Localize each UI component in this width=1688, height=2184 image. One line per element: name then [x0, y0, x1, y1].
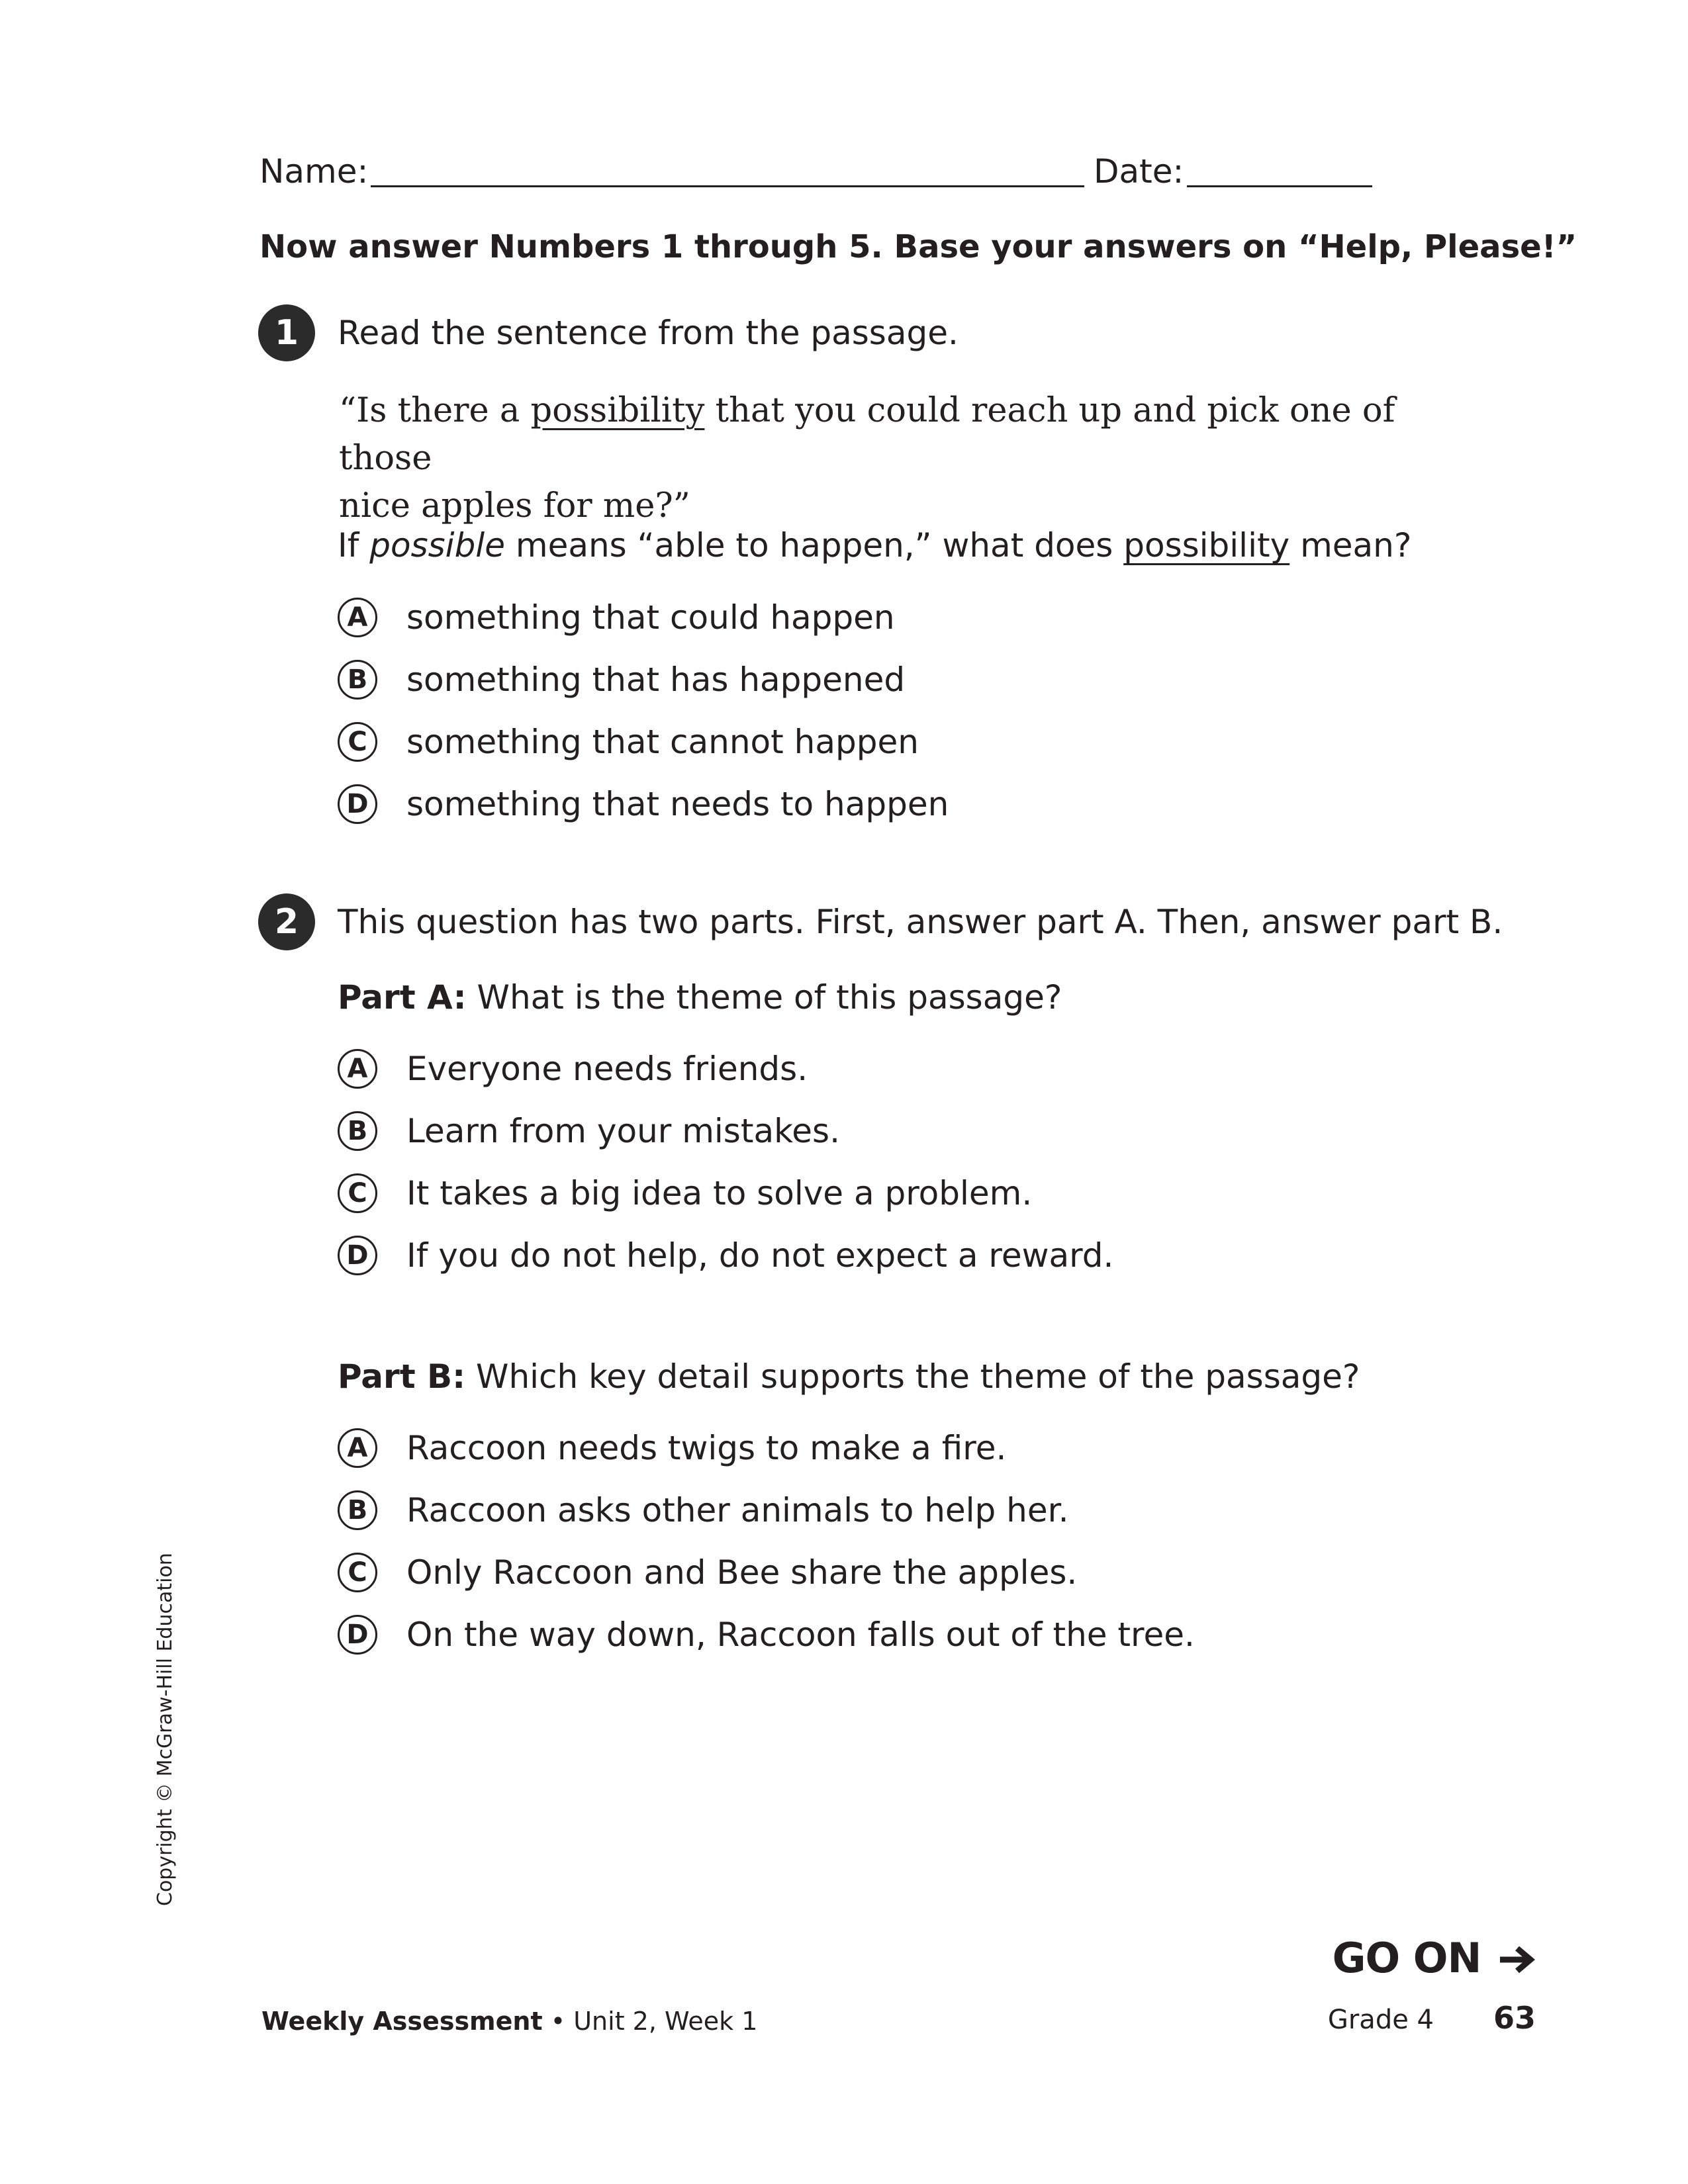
option-text: something that could happen	[406, 598, 895, 637]
answer-bubble[interactable]: B	[338, 660, 377, 700]
option-text: Everyone needs friends.	[406, 1050, 808, 1088]
q1-question-underlined: possibility	[1123, 526, 1290, 565]
q2-part-a-question	[338, 978, 1062, 1017]
q1-quote	[339, 387, 1411, 530]
answer-bubble[interactable]: A	[338, 1049, 377, 1089]
q1-option-d[interactable]	[338, 778, 949, 831]
q1-question-italic: possible	[369, 526, 505, 565]
q2-part-b-question	[338, 1357, 1360, 1396]
q1-option-b[interactable]	[338, 653, 905, 706]
answer-bubble[interactable]: D	[338, 1615, 377, 1655]
q2-prompt: This question has two parts. First, answer part A. Then, answer part B.	[338, 903, 1503, 941]
part-a-label: Part A:	[338, 978, 467, 1017]
option-text: Raccoon asks other animals to help her.	[406, 1491, 1069, 1529]
q1-question-part3: mean?	[1289, 526, 1412, 565]
answer-bubble[interactable]: C	[338, 1553, 377, 1592]
answer-bubble[interactable]: A	[338, 1428, 377, 1468]
footer-separator: •	[542, 2007, 574, 2036]
answer-bubble[interactable]: D	[338, 784, 377, 824]
option-text: Learn from your mistakes.	[406, 1112, 840, 1150]
option-text: Only Raccoon and Bee share the apples.	[406, 1553, 1078, 1592]
answer-bubble[interactable]: B	[338, 1111, 377, 1151]
quote-text-line2: nice apples for me?”	[339, 486, 690, 525]
page-number: 63	[1493, 2000, 1536, 2036]
q2b-option-b[interactable]	[338, 1484, 1069, 1537]
answer-bubble[interactable]: B	[338, 1490, 377, 1530]
date-label: Date:	[1094, 152, 1184, 191]
name-label: Name:	[259, 152, 369, 191]
answer-bubble[interactable]: A	[338, 598, 377, 637]
answer-bubble[interactable]: C	[338, 722, 377, 762]
footer-page-info	[1328, 2000, 1536, 2036]
option-text: Raccoon needs twigs to make a fire.	[406, 1429, 1007, 1467]
option-text: something that needs to happen	[406, 785, 949, 823]
footer-assessment	[261, 2007, 757, 2036]
q1-question-part1: If	[338, 526, 370, 565]
q1-option-a[interactable]	[338, 591, 895, 644]
name-field[interactable]	[371, 185, 1084, 187]
q1-prompt: Read the sentence from the passage.	[338, 314, 959, 352]
question-number-2: 2	[258, 893, 315, 950]
footer-grade: Grade 4	[1327, 2005, 1434, 2035]
q2b-option-a[interactable]	[338, 1422, 1006, 1475]
q2b-option-d[interactable]	[338, 1608, 1195, 1661]
answer-bubble[interactable]: D	[338, 1236, 377, 1275]
quote-text-rest: that you could reach up and pick one of those	[339, 391, 1395, 478]
q1-option-c[interactable]	[338, 715, 919, 768]
option-text: something that has happened	[406, 660, 906, 699]
part-b-text: Which key detail supports the theme of the passage?	[465, 1357, 1360, 1396]
instruction: Now answer Numbers 1 through 5. Base your answers on “Help, Please!”	[259, 228, 1577, 265]
part-a-text: What is the theme of this passage?	[466, 978, 1062, 1017]
date-field[interactable]	[1187, 185, 1372, 187]
q2a-option-c[interactable]	[338, 1167, 1032, 1220]
question-number-1: 1	[258, 304, 315, 361]
footer-unit-week: Unit 2, Week 1	[573, 2007, 758, 2036]
q1-question	[338, 526, 1411, 565]
option-text: It takes a big idea to solve a problem.	[406, 1174, 1033, 1212]
q1-question-part2: means “able to happen,” what does	[504, 526, 1124, 565]
go-on-label: GO ON	[1332, 1934, 1481, 1982]
q2a-option-a[interactable]	[338, 1042, 808, 1095]
part-b-label: Part B:	[338, 1357, 466, 1396]
q2a-option-d[interactable]	[338, 1229, 1113, 1282]
option-text: On the way down, Raccoon falls out of the tree.	[406, 1615, 1195, 1654]
quote-underlined-word: possibility	[530, 391, 705, 430]
quote-text-start: “Is there a	[339, 391, 531, 430]
q2a-option-b[interactable]	[338, 1105, 840, 1158]
answer-bubble[interactable]: C	[338, 1173, 377, 1213]
go-on	[1333, 1934, 1536, 1982]
copyright-notice: Copyright © McGraw-Hill Education	[154, 1553, 177, 1906]
arrow-right-icon	[1499, 1944, 1536, 1975]
q2b-option-c[interactable]	[338, 1546, 1077, 1599]
option-text: something that cannot happen	[406, 723, 919, 761]
footer-assessment-title: Weekly Assessment	[261, 2007, 543, 2036]
option-text: If you do not help, do not expect a reward.	[406, 1236, 1114, 1275]
